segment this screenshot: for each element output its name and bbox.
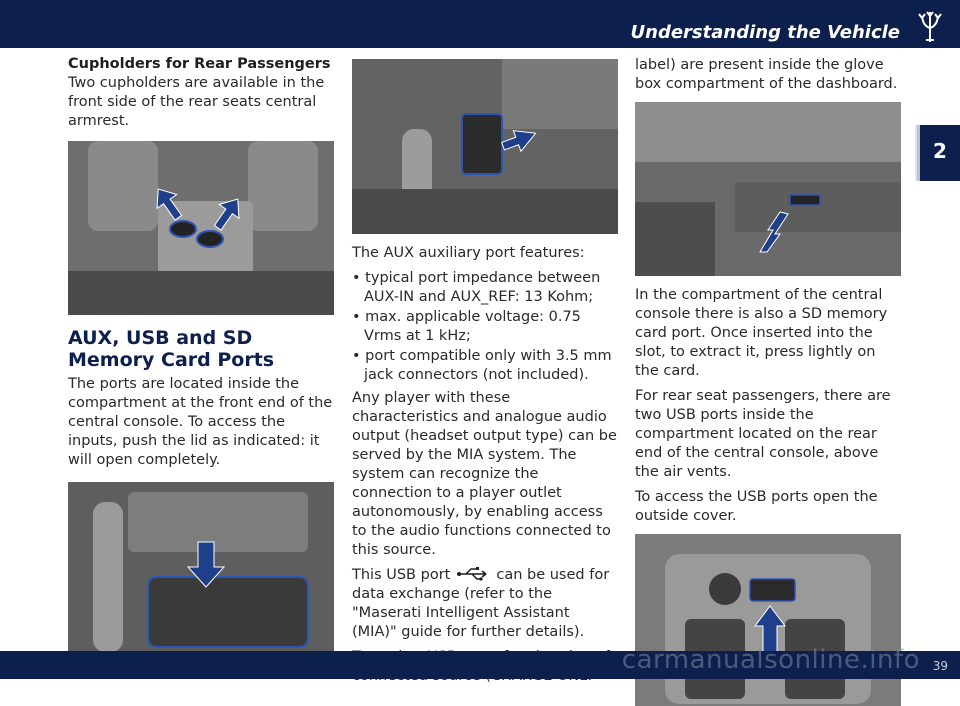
- list-item: • max. applicable voltage: 0.75 Vrms at 1 kHz;: [352, 308, 618, 346]
- cupholder-text: Two cupholders are available in the front side of the rear seats central armrest.: [68, 75, 325, 129]
- rear-usb-text: For rear seat passengers, there are two USB ports inside the compartment located on the rear end of the central console, above the air vents.: [635, 388, 891, 480]
- charge-continued: label) are present inside the glove box compartment of the dashboard.: [635, 57, 898, 92]
- usb-symbol-icon: [456, 567, 490, 581]
- usb-post: can be used for data exchange (refer to the "Maserati Intelligent Assistant (MIA)" guide for further details).: [352, 567, 610, 640]
- trident-logo-icon: [916, 10, 944, 44]
- cupholder-photo: [68, 141, 334, 315]
- player-text: Any player with these characteristics and analogue audio output (headset output type) can be served by the MIA system. The system can recognize the connection to a player outlet autonomously, by enabling access to the audio functions connected to this source.: [352, 390, 617, 558]
- section-title: Understanding the Vehicle: [630, 22, 900, 43]
- list-item: • port compatible only with 3.5 mm jack connectors (not included).: [352, 347, 618, 385]
- ports-heading: AUX, USB and SD Memory Card Ports: [68, 327, 275, 371]
- watermark: carmanualsonline.info: [621, 645, 920, 675]
- console-compartment-photo: [68, 482, 334, 657]
- page-footer: [0, 645, 960, 679]
- sd-card-text: In the compartment of the central console there is also a SD memory card port. Once inserted into the slot, to extract it, press lightly on the card.: [635, 287, 888, 379]
- rear-usb-photo: [635, 534, 901, 706]
- column-3: [635, 56, 901, 706]
- cover-text: To access the USB ports open the outside cover.: [635, 489, 878, 524]
- cupholder-heading: Cupholders for Rear Passengers: [68, 56, 331, 72]
- aux-features-list: [352, 269, 618, 385]
- usb-data-text: [352, 566, 618, 642]
- chapter-tab[interactable]: [917, 125, 960, 181]
- usb-port-photo: [352, 59, 618, 234]
- column-2: [352, 56, 618, 692]
- page-number: 39: [932, 659, 948, 673]
- usb-pre: This USB port: [352, 567, 451, 583]
- chapter-number: 2: [933, 139, 947, 163]
- aux-intro: The AUX auxiliary port features:: [352, 245, 585, 261]
- glovebox-usb-photo: [635, 102, 901, 276]
- page-header: [0, 0, 960, 48]
- list-item: • typical port impedance between AUX-IN and AUX_REF: 13 Kohm;: [352, 269, 618, 307]
- column-1: [68, 56, 334, 657]
- ports-text: The ports are located inside the compartment at the front end of the central console. To access the inputs, push the lid as indicated: it will open completely.: [68, 376, 333, 468]
